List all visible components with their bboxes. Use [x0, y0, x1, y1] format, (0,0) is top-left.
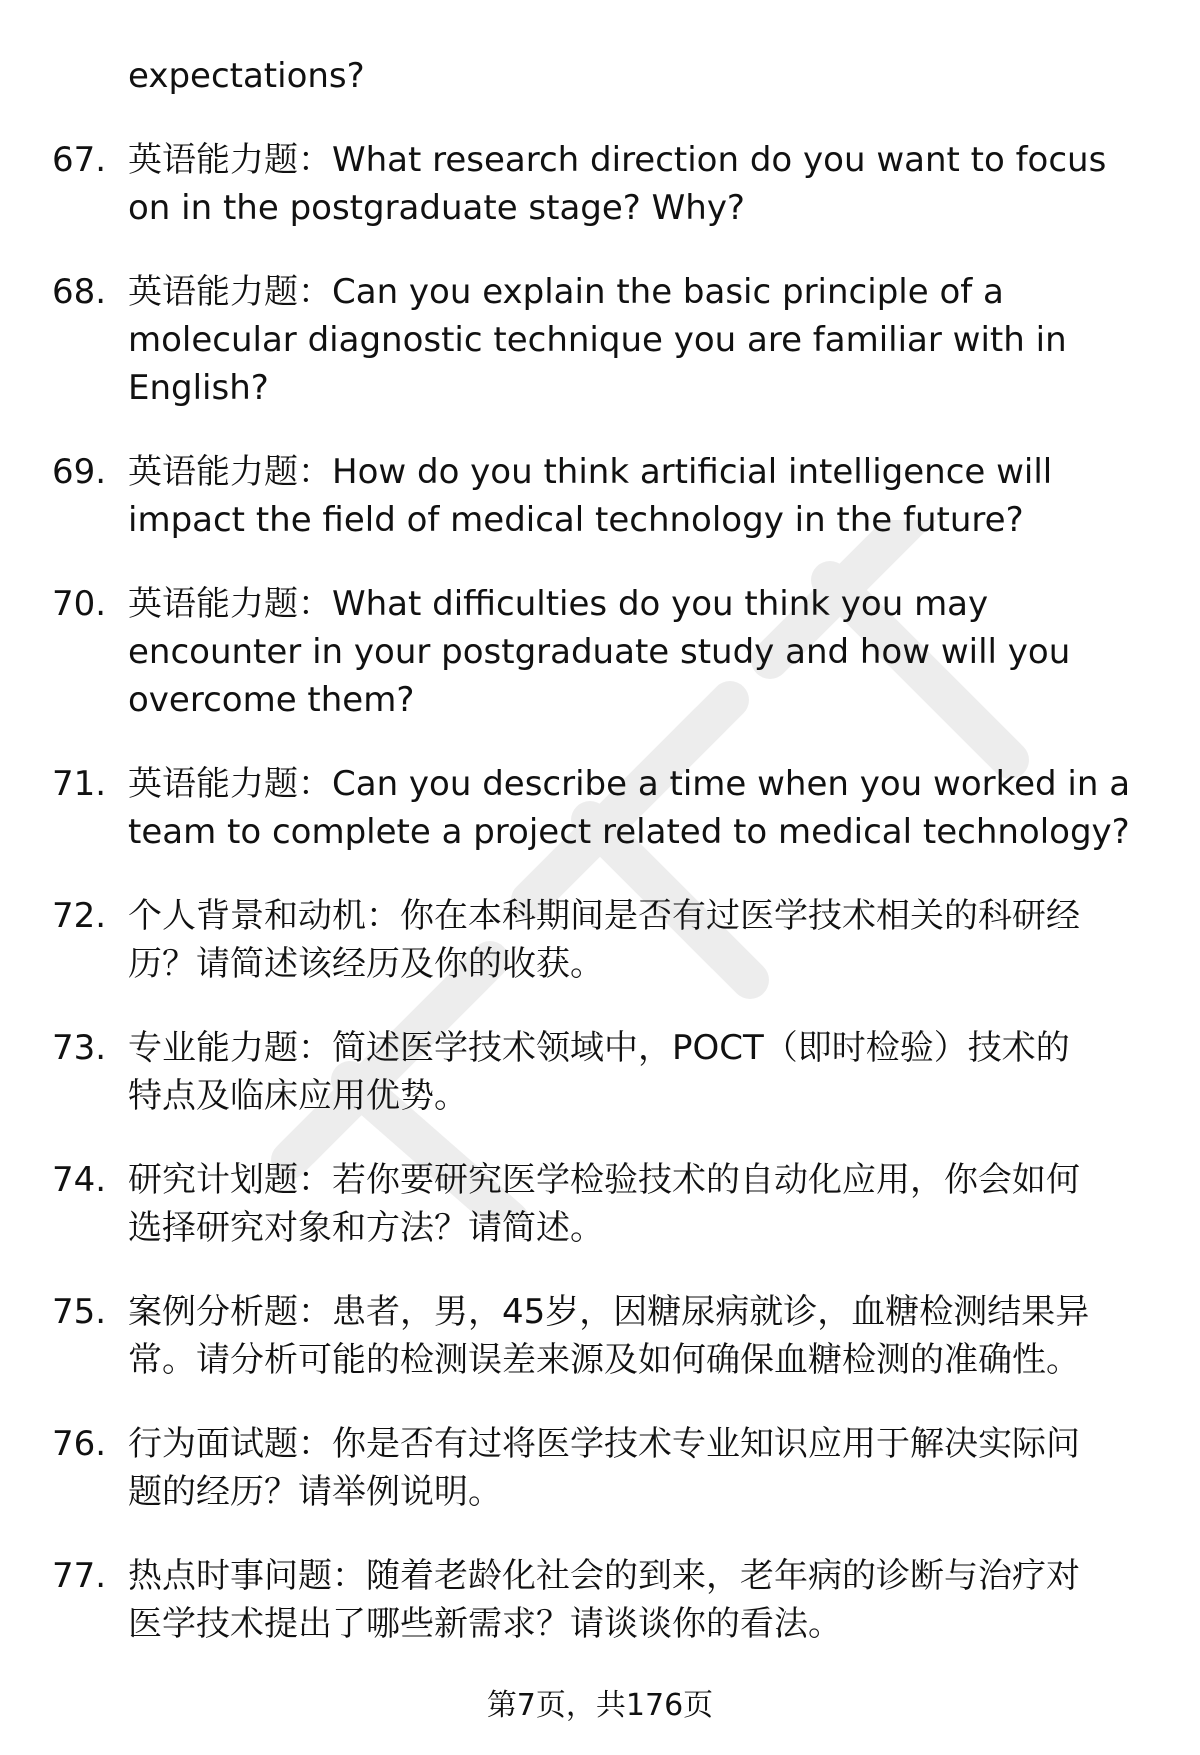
item-number: 77.: [52, 1556, 107, 1596]
list-item: [52, 268, 1152, 412]
item-text: 英语能力题：Can you explain the basic principle of a molecular diagnostic technique you are familiar with in English?: [128, 272, 1067, 408]
item-text: 英语能力题：What research direction do you want to focus on in the postgraduate stage? Why?: [128, 140, 1107, 228]
list-item: [52, 1288, 1152, 1384]
list-item: [52, 1024, 1152, 1120]
item-text: 英语能力题：How do you think artificial intelligence will impact the field of medical technology in the future?: [128, 452, 1053, 540]
item-number: 74.: [52, 1160, 107, 1200]
item-number: 70.: [52, 584, 107, 624]
list-item: [52, 136, 1152, 232]
item-number: 72.: [52, 896, 107, 936]
page-footer: 第7页，共176页: [486, 1688, 714, 1723]
item-text: 行为面试题：你是否有过将医学技术专业知识应用于解决实际问 题的经历？请举例说明。: [128, 1424, 1080, 1512]
list-item: [52, 580, 1152, 724]
item-number: 71.: [52, 764, 107, 804]
list-item: [52, 448, 1152, 544]
item-number: 69.: [52, 452, 107, 492]
item-text: 研究计划题：若你要研究医学检验技术的自动化应用，你会如何 选择研究对象和方法？请简述。: [128, 1160, 1080, 1248]
item-number: 67.: [52, 140, 107, 180]
item-text: 专业能力题：简述医学技术领域中，POCT（即时检验）技术的 特点及临床应用优势。: [128, 1028, 1070, 1116]
item-text: 英语能力题：What difficulties do you think you may encounter in your postgraduate study and how will you overcome them?: [128, 584, 1071, 720]
list-item: [52, 760, 1152, 856]
item-number: 76.: [52, 1424, 107, 1464]
item-text: 案例分析题：患者，男，45岁，因糖尿病就诊，血糖检测结果异 常。请分析可能的检测误差来源及如何确保血糖检测的准确性。: [128, 1292, 1090, 1380]
item-number: 75.: [52, 1292, 107, 1332]
list-item: [52, 1156, 1152, 1252]
item-number: 68.: [52, 272, 107, 312]
item-number: 73.: [52, 1028, 107, 1068]
item-text: 热点时事问题：随着老龄化社会的到来，老年病的诊断与治疗对 医学技术提出了哪些新需求？请谈谈你的看法。: [128, 1556, 1080, 1644]
item-text: 个人背景和动机：你在本科期间是否有过医学技术相关的科研经 历？请简述该经历及你的收获。: [128, 896, 1080, 984]
item-text: 英语能力题：Can you describe a time when you worked in a team to complete a project related to medical technology?: [128, 764, 1131, 852]
question-list: [52, 52, 1152, 1648]
list-item: [52, 1552, 1152, 1648]
continued-text: expectations?: [128, 56, 365, 96]
list-item: [52, 892, 1152, 988]
list-item: [52, 1420, 1152, 1516]
